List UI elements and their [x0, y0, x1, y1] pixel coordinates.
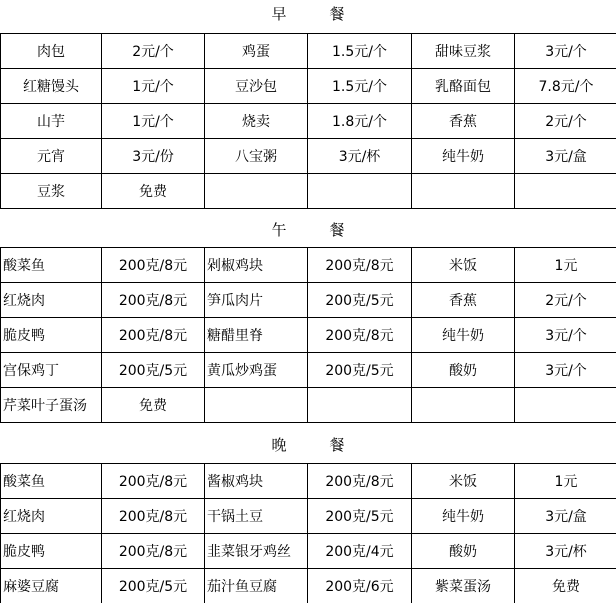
- breakfast-heading: 早 餐: [271, 5, 359, 23]
- table-cell: 黄瓜炒鸡蛋: [205, 353, 308, 388]
- table-cell: 免费: [102, 174, 205, 209]
- table-row: [1, 283, 616, 318]
- table-row: [1, 34, 616, 69]
- table-cell: [515, 388, 616, 423]
- table-cell: 酸菜鱼: [1, 464, 102, 499]
- table-cell: 纯牛奶: [412, 499, 515, 534]
- table-cell: 200克/8元: [102, 318, 205, 353]
- table-cell: 酸奶: [412, 353, 515, 388]
- table-cell: 香蕉: [412, 283, 515, 318]
- dinner-heading: 晚 餐: [271, 436, 359, 454]
- breakfast-table: [0, 33, 616, 209]
- table-cell: 1.5元/个: [308, 69, 412, 104]
- table-cell: 乳酪面包: [412, 69, 515, 104]
- table-cell: 1元: [515, 464, 616, 499]
- table-cell: 香蕉: [412, 104, 515, 139]
- table-cell: 200克/5元: [308, 283, 412, 318]
- table-row: [1, 534, 616, 569]
- table-cell: 豆浆: [1, 174, 102, 209]
- table-cell: [412, 174, 515, 209]
- table-cell: 200克/5元: [102, 353, 205, 388]
- table-cell: 3元/份: [102, 139, 205, 174]
- table-cell: 干锅土豆: [205, 499, 308, 534]
- table-cell: 200克/8元: [102, 248, 205, 283]
- table-cell: 200克/8元: [308, 464, 412, 499]
- table-cell: 200克/8元: [308, 318, 412, 353]
- table-cell: 米饭: [412, 464, 515, 499]
- table-cell: 八宝粥: [205, 139, 308, 174]
- table-cell: [205, 388, 308, 423]
- table-cell: 山芋: [1, 104, 102, 139]
- table-cell: 200克/8元: [308, 248, 412, 283]
- table-row: [1, 388, 616, 423]
- table-row: [1, 248, 616, 283]
- table-cell: 茄汁鱼豆腐: [205, 569, 308, 604]
- table-cell: 200克/8元: [102, 534, 205, 569]
- table-row: [1, 139, 616, 174]
- table-cell: 7.8元/个: [515, 69, 616, 104]
- table-cell: 鸡蛋: [205, 34, 308, 69]
- table-cell: 芹菜叶子蛋汤: [1, 388, 102, 423]
- table-cell: [515, 174, 616, 209]
- table-row: [1, 353, 616, 388]
- table-cell: 肉包: [1, 34, 102, 69]
- table-cell: 免费: [102, 388, 205, 423]
- table-cell: 酸菜鱼: [1, 248, 102, 283]
- table-cell: 脆皮鸭: [1, 534, 102, 569]
- table-row: [1, 69, 616, 104]
- table-row: [1, 104, 616, 139]
- table-cell: 纯牛奶: [412, 139, 515, 174]
- table-cell: 1.5元/个: [308, 34, 412, 69]
- table-cell: 红糖馒头: [1, 69, 102, 104]
- table-cell: 3元/盒: [515, 499, 616, 534]
- table-cell: 3元/杯: [515, 534, 616, 569]
- table-cell: 韭菜银牙鸡丝: [205, 534, 308, 569]
- table-cell: [205, 174, 308, 209]
- table-cell: 2元/个: [515, 104, 616, 139]
- table-cell: 3元/个: [515, 353, 616, 388]
- lunch-table: [0, 247, 616, 423]
- table-cell: 200克/4元: [308, 534, 412, 569]
- table-cell: [308, 388, 412, 423]
- table-cell: 元宵: [1, 139, 102, 174]
- table-cell: 紫菜蛋汤: [412, 569, 515, 604]
- table-row: [1, 464, 616, 499]
- table-cell: 脆皮鸭: [1, 318, 102, 353]
- table-cell: 1.8元/个: [308, 104, 412, 139]
- table-cell: 200克/5元: [102, 569, 205, 604]
- table-cell: [308, 174, 412, 209]
- table-cell: 1元: [515, 248, 616, 283]
- table-cell: 酱椒鸡块: [205, 464, 308, 499]
- table-cell: 200克/5元: [308, 499, 412, 534]
- table-cell: 剁椒鸡块: [205, 248, 308, 283]
- table-cell: 3元/杯: [308, 139, 412, 174]
- lunch-heading: 午 餐: [271, 221, 359, 239]
- table-cell: 米饭: [412, 248, 515, 283]
- table-cell: 烧卖: [205, 104, 308, 139]
- table-cell: 200克/8元: [102, 499, 205, 534]
- table-cell: 豆沙包: [205, 69, 308, 104]
- table-cell: 200克/8元: [102, 283, 205, 318]
- table-cell: 200克/6元: [308, 569, 412, 604]
- table-cell: 2元/个: [515, 283, 616, 318]
- table-cell: [412, 388, 515, 423]
- table-cell: 糖醋里脊: [205, 318, 308, 353]
- table-cell: 红烧肉: [1, 499, 102, 534]
- table-row: [1, 499, 616, 534]
- table-cell: 宫保鸡丁: [1, 353, 102, 388]
- table-cell: 红烧肉: [1, 283, 102, 318]
- table-row: [1, 174, 616, 209]
- dinner-table: [0, 463, 616, 603]
- table-cell: 3元/个: [515, 318, 616, 353]
- table-cell: 甜味豆浆: [412, 34, 515, 69]
- table-cell: 3元/个: [515, 34, 616, 69]
- table-cell: 麻婆豆腐: [1, 569, 102, 604]
- table-row: [1, 318, 616, 353]
- table-cell: 1元/个: [102, 69, 205, 104]
- table-cell: 酸奶: [412, 534, 515, 569]
- table-cell: 纯牛奶: [412, 318, 515, 353]
- table-cell: 免费: [515, 569, 616, 604]
- table-cell: 200克/5元: [308, 353, 412, 388]
- table-cell: 2元/个: [102, 34, 205, 69]
- table-cell: 200克/8元: [102, 464, 205, 499]
- table-row: [1, 569, 616, 604]
- table-cell: 1元/个: [102, 104, 205, 139]
- table-cell: 3元/盒: [515, 139, 616, 174]
- table-cell: 笋瓜肉片: [205, 283, 308, 318]
